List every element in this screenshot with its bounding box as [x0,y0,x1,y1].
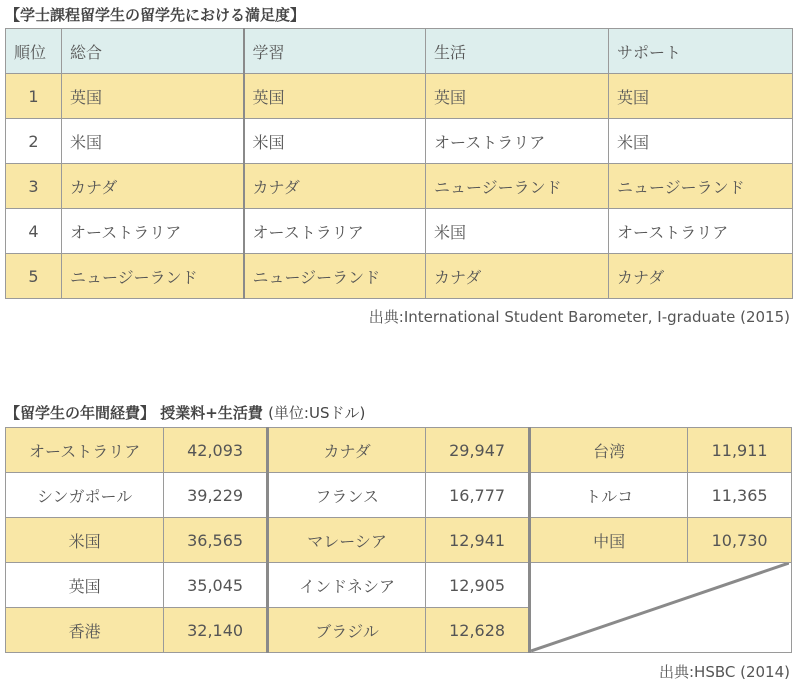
support-cell: オーストラリア [609,209,793,254]
table-row [6,473,792,518]
header-support: サポート [609,29,793,74]
country-cell: インドネシア [267,563,425,608]
life-cell: オーストラリア [426,119,609,164]
cost-cell: 12,628 [426,608,530,653]
cost-cell: 10,730 [688,518,792,563]
life-cell: ニュージーランド [426,164,609,209]
rank-cell: 1 [6,74,62,119]
life-cell: 米国 [426,209,609,254]
overall-cell: ニュージーランド [62,254,244,299]
cost-cell: 42,093 [164,428,268,473]
rank-cell: 3 [6,164,62,209]
cost-cell: 29,947 [426,428,530,473]
overall-cell: 英国 [62,74,244,119]
study-cell: 英国 [244,74,426,119]
table-row [6,254,793,299]
life-cell: 英国 [426,74,609,119]
country-cell: 香港 [6,608,164,653]
study-cell: カナダ [244,164,426,209]
satisfaction-table-title: 【学士課程留学生の留学先における満足度】 [5,6,306,24]
header-overall: 総合 [62,29,244,74]
support-cell: 英国 [609,74,793,119]
country-cell: トルコ [529,473,687,518]
cost-cell: 16,777 [426,473,530,518]
cost-table-title [5,402,365,423]
study-cell: ニュージーランド [244,254,426,299]
table-row [6,209,793,254]
cost-cell: 32,140 [164,608,268,653]
country-cell: フランス [267,473,425,518]
country-cell: カナダ [267,428,425,473]
cost-cell: 11,365 [688,473,792,518]
diagonal-line [531,563,789,653]
cost-cell: 11,911 [688,428,792,473]
support-cell: ニュージーランド [609,164,793,209]
cost-cell: 35,045 [164,563,268,608]
country-cell: ブラジル [267,608,425,653]
header-study: 学習 [244,29,426,74]
rank-cell: 4 [6,209,62,254]
cost-table [5,427,792,653]
empty-cell [529,563,791,653]
table-row [6,164,793,209]
cost-cell: 12,941 [426,518,530,563]
cost-title-sub: 授業料+生活費 [160,404,263,422]
table-row [6,563,792,608]
satisfaction-table [5,28,793,299]
country-cell: 米国 [6,518,164,563]
country-cell: マレーシア [267,518,425,563]
cost-cell: 36,565 [164,518,268,563]
life-cell: カナダ [426,254,609,299]
country-cell: 中国 [529,518,687,563]
cost-cell: 12,905 [426,563,530,608]
study-cell: 米国 [244,119,426,164]
country-cell: 英国 [6,563,164,608]
country-cell: シンガポール [6,473,164,518]
header-rank: 順位 [6,29,62,74]
table-row [6,74,793,119]
table-header-row [6,29,793,74]
country-cell: オーストラリア [6,428,164,473]
cost-cell: 39,229 [164,473,268,518]
support-cell: 米国 [609,119,793,164]
table-row [6,119,793,164]
cost-title-unit: (単位:USドル) [268,404,366,422]
overall-cell: カナダ [62,164,244,209]
table-row [6,518,792,563]
rank-cell: 5 [6,254,62,299]
cost-source: 出典:HSBC (2014) [658,663,790,681]
cost-title-main: 【留学生の年間経費】 [5,404,156,422]
overall-cell: 米国 [62,119,244,164]
study-cell: オーストラリア [244,209,426,254]
satisfaction-source: 出典:International Student Barometer, I-graduate (2015) [368,308,790,326]
support-cell: カナダ [609,254,793,299]
header-life: 生活 [426,29,609,74]
table-row [6,428,792,473]
rank-cell: 2 [6,119,62,164]
overall-cell: オーストラリア [62,209,244,254]
country-cell: 台湾 [529,428,687,473]
